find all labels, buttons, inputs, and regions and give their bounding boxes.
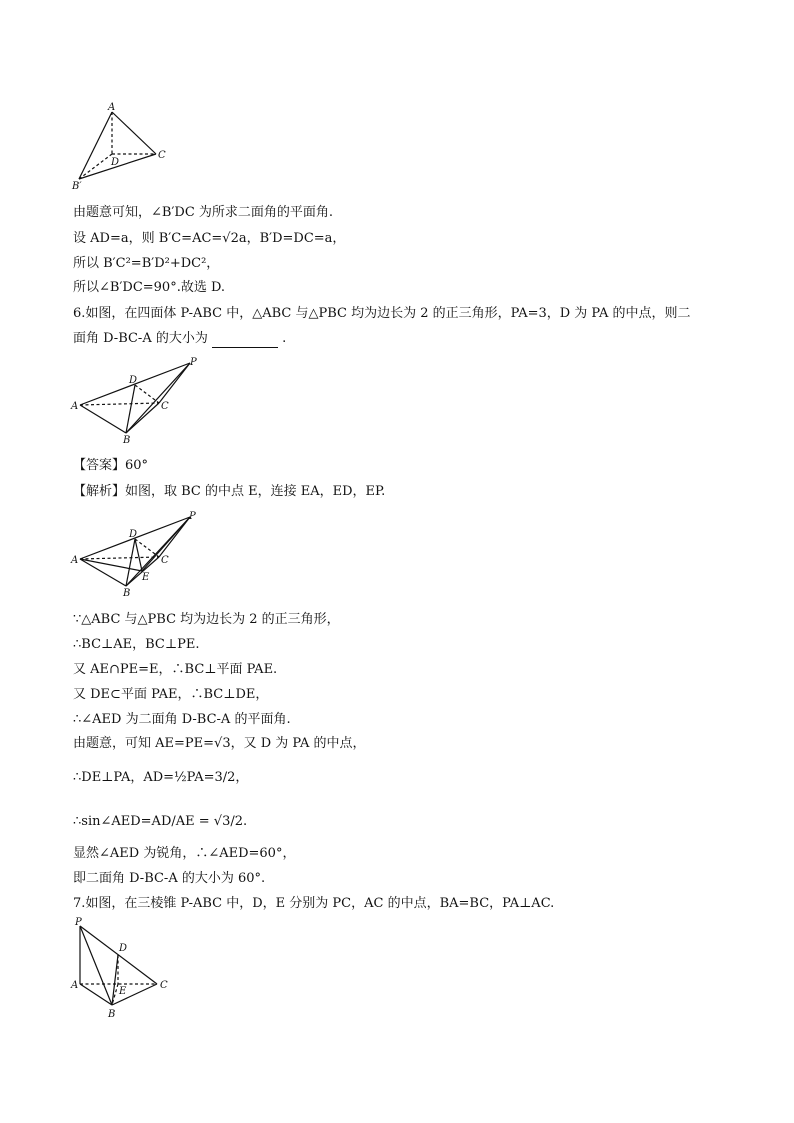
label-A: A: [71, 401, 79, 412]
problem6-line2-end: .: [282, 331, 287, 346]
label-P: P: [75, 917, 82, 928]
analysis6-line2: ∵△ABC 与△PBC 均为边长为 2 的正三角形，: [73, 612, 340, 627]
edge-AB: [80, 405, 126, 433]
label-C: C: [161, 401, 169, 412]
label-E: E: [119, 986, 127, 997]
edge-BD: [79, 154, 112, 179]
analysis6-line3: ∴BC⊥AE，BC⊥PE.: [73, 637, 200, 652]
edge-BP: [126, 363, 190, 433]
analysis6-line6: ∴∠AED 为二面角 D-BC-A 的平面角.: [73, 712, 291, 727]
solution5-line2: 设 AD=a，则 B′C=AC=√2a，B′D=DC=a，: [73, 231, 346, 246]
label-C: C: [158, 150, 166, 161]
solution5-line1: 由题意可知，∠B′DC 为所求二面角的平面角.: [73, 205, 334, 220]
solution5-line4: 所以∠B′DC=90°.故选 D.: [73, 280, 226, 295]
label-D: D: [119, 943, 128, 954]
label-D: D: [129, 529, 138, 540]
label-D: D: [111, 157, 120, 168]
analysis6-line11: 即二面角 D-BC-A 的大小为 60°.: [73, 871, 266, 886]
analysis6-line5: 又 DE⊂平面 PAE，∴BC⊥DE，: [73, 687, 269, 702]
label-B: B: [123, 435, 131, 446]
label-A: A: [71, 980, 79, 991]
label-B: B′: [72, 181, 82, 192]
label-B: B: [123, 588, 131, 598]
edge-AC: [80, 557, 159, 559]
problem6-line2: [73, 330, 286, 348]
edge-AC: [80, 403, 159, 405]
answer6: 【答案】60°: [73, 458, 149, 473]
edge-AC: [112, 112, 156, 154]
label-C: C: [161, 555, 169, 566]
figure-tetrahedron-folded: [66, 100, 176, 195]
figure-pyramid-problem7: [66, 914, 176, 1024]
analysis6-line7: 由题意，可知 AE=PE=√3，又 D 为 PA 的中点，: [73, 736, 366, 751]
analysis6-line8: ∴DE⊥PA，AD=½PA=3/2，: [73, 770, 249, 785]
label-P: P: [189, 511, 196, 522]
label-C: C: [160, 980, 168, 991]
label-B: B: [108, 1009, 116, 1020]
problem6-line2-text: 面角 D-BC-A 的大小为: [73, 331, 208, 346]
answer-blank: [212, 334, 278, 348]
figure-tetrahedron-with-midpoint: [66, 508, 206, 598]
analysis6-line10: 显然∠AED 为锐角，∴∠AED=60°，: [73, 846, 296, 861]
label-P: P: [190, 357, 197, 368]
problem7-line1: 7.如图，在三棱锥 P-ABC 中，D，E 分别为 PC，AC 的中点，BA=BC，PA⊥AC.: [73, 896, 555, 911]
figure-tetrahedron-pabc: [66, 356, 206, 446]
problem6-line1: 6.如图，在四面体 P-ABC 中，△ABC 与△PBC 均为边长为 2 的正三角形，PA=3，D 为 PA 的中点，则二: [73, 306, 691, 321]
solution5-line3: 所以 B′C²=B′D²+DC²，: [73, 256, 220, 271]
label-A: A: [71, 555, 79, 566]
edge-AB: [79, 112, 112, 179]
analysis6-line9: ∴sin∠AED=AD/AE = √3/2.: [73, 814, 248, 829]
label-E: E: [142, 572, 150, 583]
label-A: A: [108, 102, 116, 113]
edge-DB: [112, 955, 118, 1005]
label-D: D: [129, 375, 138, 386]
analysis6-line1: 【解析】如图，取 BC 的中点 E，连接 EA，ED，EP.: [73, 484, 386, 499]
analysis6-line4: 又 AE∩PE=E，∴BC⊥平面 PAE.: [73, 662, 278, 677]
